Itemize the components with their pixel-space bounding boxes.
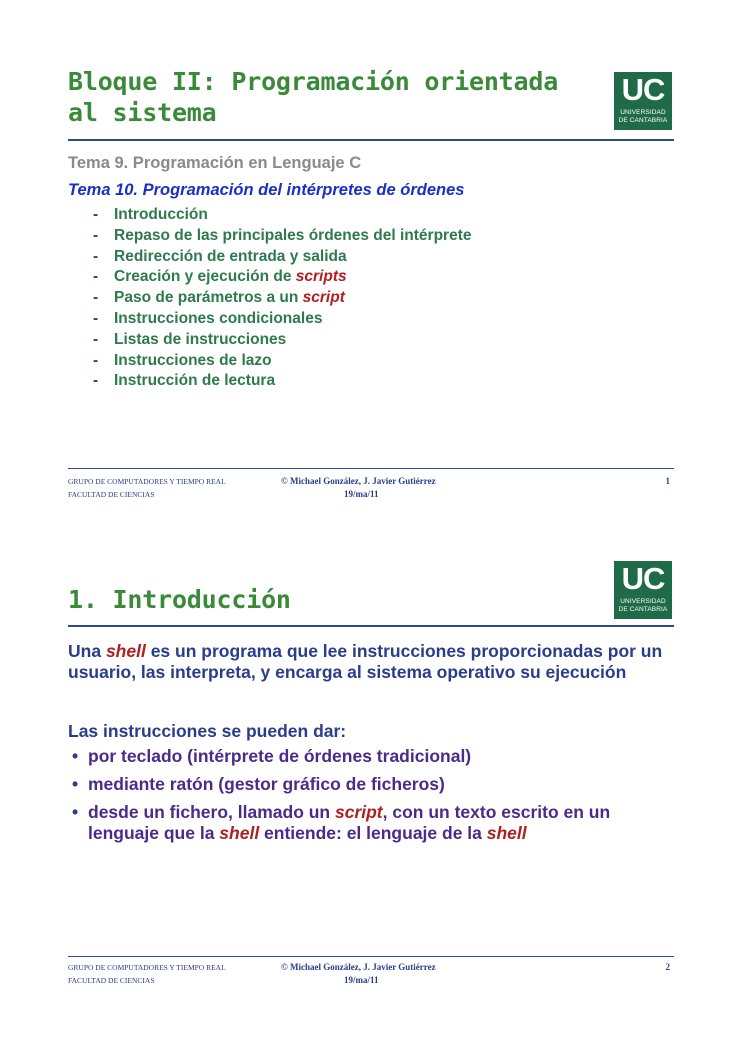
list-item	[72, 802, 678, 844]
dash-bullet: -	[93, 289, 99, 307]
logo-subtitle	[614, 109, 672, 125]
emphasis-text: shell	[105, 641, 146, 661]
tema-10-heading: Tema 10. Programación del intérpretes de órdenes	[68, 181, 465, 199]
footer-group: GRUPO DE COMPUTADORES Y TIEMPO REAL	[68, 477, 226, 486]
list-item-text: Instrucción de lectura	[114, 372, 276, 390]
logo-text: UC	[621, 561, 665, 596]
footer-faculty: FACULTAD DE CIENCIAS	[68, 490, 155, 499]
bullet-dot: •	[72, 746, 79, 766]
footer-divider	[68, 468, 674, 469]
list-item	[72, 746, 678, 767]
slide-title: 1. Introducción	[68, 585, 291, 614]
emphasis-text: shell	[219, 823, 260, 843]
dash-bullet: -	[93, 247, 99, 265]
list-item-text: Repaso de las principales órdenes del intérprete	[114, 226, 472, 244]
bullet-dot: •	[72, 774, 79, 794]
header-divider	[68, 625, 674, 627]
dash-bullet: -	[93, 226, 99, 244]
page-number: 2	[665, 962, 670, 972]
header-divider	[68, 139, 674, 141]
text-span: es un programa que lee instrucciones proporcionadas por un usuario, las interpreta, y encarga al sistema operativo su ejecución	[68, 641, 663, 682]
text-span: entiende: el lenguaje de la	[259, 823, 487, 843]
list-item	[93, 205, 471, 226]
text-span: , con un texto escrito en un lenguaje que la	[88, 802, 611, 843]
dash-bullet: -	[93, 372, 99, 390]
list-item	[93, 226, 471, 247]
shell-definition	[68, 641, 678, 683]
footer-group: GRUPO DE COMPUTADORES Y TIEMPO REAL	[68, 963, 226, 972]
footer-copyright: © Michael González, J. Javier Gutiérrez	[281, 962, 436, 972]
list-item	[93, 330, 471, 351]
list-item	[93, 288, 471, 309]
footer-date: 19/ma/11	[344, 975, 379, 985]
slide-2	[0, 526, 744, 1053]
list-item	[93, 247, 471, 268]
uc-logo	[614, 561, 672, 619]
slide-title: Bloque II: Programación orientada al sistema	[68, 67, 559, 127]
dash-bullet: -	[93, 309, 99, 327]
list-item-text: Instrucciones condicionales	[114, 309, 323, 327]
instructions-intro: Las instrucciones se pueden dar:	[68, 721, 347, 741]
emphasis-text: scripts	[295, 268, 347, 286]
footer-divider	[68, 956, 674, 957]
logo-sub-2: DE CANTABRIA	[618, 606, 668, 613]
list-item	[93, 351, 471, 372]
dash-bullet: -	[93, 268, 99, 286]
text-span: desde un fichero, llamado un	[88, 802, 335, 822]
tema-9-heading: Tema 9. Programación en Lenguaje C	[68, 154, 362, 172]
slide-1	[0, 0, 744, 526]
list-item-text: Listas de instrucciones	[114, 330, 287, 348]
emphasis-text: script	[302, 289, 345, 307]
emphasis-text: shell	[486, 823, 527, 843]
footer-date: 19/ma/11	[344, 489, 379, 499]
list-item	[93, 309, 471, 330]
emphasis-text: script	[334, 802, 383, 822]
list-item-text: Creación y ejecución de	[114, 268, 296, 286]
dash-bullet: -	[93, 351, 99, 369]
list-item-text: Introducción	[114, 206, 208, 223]
bullet-dot: •	[72, 802, 79, 822]
list-item-text: Paso de parámetros a un	[114, 289, 303, 307]
uc-logo	[614, 72, 672, 130]
list-item-text: por teclado (intérprete de órdenes tradicional)	[88, 746, 472, 766]
list-item	[93, 267, 471, 288]
logo-subtitle	[614, 598, 672, 614]
footer-faculty: FACULTAD DE CIENCIAS	[68, 976, 155, 985]
dash-bullet: -	[93, 330, 99, 348]
list-item-text: mediante ratón (gestor gráfico de ficheros)	[88, 774, 445, 794]
list-item	[93, 371, 471, 392]
footer-copyright: © Michael González, J. Javier Gutiérrez	[281, 476, 436, 486]
logo-sub-1: UNIVERSIDAD	[620, 598, 666, 605]
dash-bullet: -	[93, 206, 99, 223]
topic-list	[93, 205, 471, 392]
logo-sub-1: UNIVERSIDAD	[620, 109, 666, 116]
logo-sub-2: DE CANTABRIA	[618, 117, 668, 124]
logo-text: UC	[621, 72, 665, 107]
list-item-text: Instrucciones de lazo	[114, 351, 272, 369]
page-number: 1	[665, 476, 670, 486]
bullet-list	[72, 746, 678, 851]
list-item	[72, 774, 678, 795]
list-item-text: Redirección de entrada y salida	[114, 247, 347, 265]
text-span: Una	[68, 641, 106, 661]
